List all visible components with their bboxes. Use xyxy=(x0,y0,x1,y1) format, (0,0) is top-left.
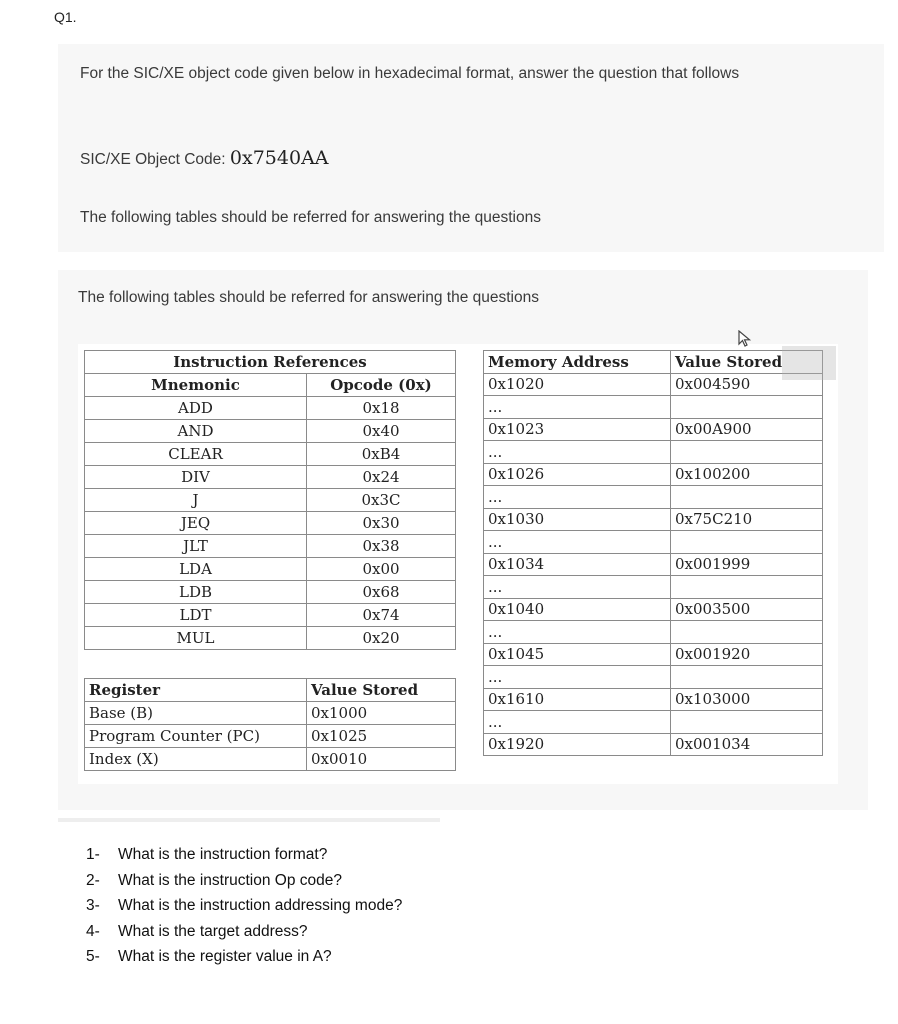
table-row xyxy=(484,373,823,396)
table-cell: 0x40 xyxy=(307,420,456,443)
question-item-text: What is the instruction addressing mode? xyxy=(118,897,403,914)
table-row xyxy=(484,598,823,621)
table-cell: ... xyxy=(484,531,671,554)
question-item-number: 3- xyxy=(86,897,100,914)
table-row xyxy=(85,489,456,512)
table-row xyxy=(85,725,456,748)
table-cell: 0x68 xyxy=(307,581,456,604)
table-cell: 0x1000 xyxy=(307,702,456,725)
table-cell: 0x1026 xyxy=(484,463,671,486)
cell-highlight xyxy=(782,346,836,380)
table-cell xyxy=(671,441,823,464)
table-cell: ... xyxy=(484,576,671,599)
table-row xyxy=(484,733,823,756)
table-cell: 0x1610 xyxy=(484,688,671,711)
table-cell: ... xyxy=(484,396,671,419)
question-list xyxy=(86,842,402,970)
table-row xyxy=(85,627,456,650)
table-cell: 0x38 xyxy=(307,535,456,558)
question-item-text: What is the register value in A? xyxy=(118,948,332,965)
column-header: Opcode (0x) xyxy=(307,374,456,397)
table-cell: LDB xyxy=(85,581,307,604)
question-item xyxy=(86,893,402,919)
table-cell: 0x1020 xyxy=(484,373,671,396)
register-table xyxy=(84,678,456,771)
table-row xyxy=(85,512,456,535)
table-cell xyxy=(671,711,823,734)
table-row xyxy=(484,463,823,486)
table-row xyxy=(484,666,823,689)
table-cell: ... xyxy=(484,486,671,509)
column-header: Value Stored xyxy=(671,351,823,374)
table-cell: 0x18 xyxy=(307,397,456,420)
table-row xyxy=(484,553,823,576)
table-row xyxy=(85,397,456,420)
table-cell: 0x00 xyxy=(307,558,456,581)
memory-table xyxy=(483,350,823,756)
table-cell xyxy=(671,621,823,644)
table-cell: Base (B) xyxy=(85,702,307,725)
intro-text: For the SIC/XE object code given below in hexadecimal format, answer the question that follows xyxy=(80,65,740,82)
table-header-row xyxy=(484,351,823,374)
table-cell: 0x001034 xyxy=(671,733,823,756)
table-row xyxy=(484,486,823,509)
table-cell: 0x100200 xyxy=(671,463,823,486)
table-row xyxy=(484,576,823,599)
table-row xyxy=(85,604,456,627)
table-title-row xyxy=(85,351,456,374)
table-cell: 0x103000 xyxy=(671,688,823,711)
table-row xyxy=(85,748,456,771)
question-number: Q1. xyxy=(54,9,77,25)
table-cell: ... xyxy=(484,711,671,734)
divider xyxy=(58,818,440,822)
column-header: Value Stored xyxy=(307,679,456,702)
table-cell: 0x00A900 xyxy=(671,418,823,441)
table-cell: 0x24 xyxy=(307,466,456,489)
table-row xyxy=(85,558,456,581)
table-row xyxy=(85,443,456,466)
column-header: Register xyxy=(85,679,307,702)
table-cell: 0x001920 xyxy=(671,643,823,666)
table-cell: JEQ xyxy=(85,512,307,535)
table-cell: 0x1034 xyxy=(484,553,671,576)
mouse-pointer-icon xyxy=(738,330,752,353)
table-row xyxy=(85,581,456,604)
table-cell: 0x20 xyxy=(307,627,456,650)
table-row xyxy=(484,418,823,441)
table-cell xyxy=(671,486,823,509)
table-cell xyxy=(671,666,823,689)
table-cell: Index (X) xyxy=(85,748,307,771)
table-row xyxy=(484,508,823,531)
question-item-text: What is the instruction format? xyxy=(118,846,328,863)
table-cell: ... xyxy=(484,441,671,464)
table-cell: LDA xyxy=(85,558,307,581)
refer-text-1: The following tables should be referred for answering the questions xyxy=(80,209,541,226)
table-cell: 0x74 xyxy=(307,604,456,627)
table-row xyxy=(484,621,823,644)
question-item xyxy=(86,944,402,970)
table-cell: Program Counter (PC) xyxy=(85,725,307,748)
table-cell: MUL xyxy=(85,627,307,650)
table-row xyxy=(484,441,823,464)
table-row xyxy=(85,702,456,725)
instruction-references-table xyxy=(84,350,456,650)
refer-text-2: The following tables should be referred for answering the questions xyxy=(78,289,539,306)
table-row xyxy=(484,396,823,419)
table-cell: DIV xyxy=(85,466,307,489)
table-header-row xyxy=(85,374,456,397)
column-header: Mnemonic xyxy=(85,374,307,397)
column-header: Memory Address xyxy=(484,351,671,374)
table-cell: ADD xyxy=(85,397,307,420)
table-row xyxy=(484,643,823,666)
question-item xyxy=(86,868,402,894)
table-cell xyxy=(671,531,823,554)
table-cell: 0x75C210 xyxy=(671,508,823,531)
table-cell: ... xyxy=(484,621,671,644)
question-item-number: 4- xyxy=(86,922,100,940)
question-item-number: 2- xyxy=(86,871,100,889)
table-cell: LDT xyxy=(85,604,307,627)
object-code-value: 0x7540AA xyxy=(229,147,329,169)
table-cell: 0x1045 xyxy=(484,643,671,666)
question-item xyxy=(86,842,402,868)
table-cell xyxy=(671,576,823,599)
table-cell: 0x1023 xyxy=(484,418,671,441)
question-item-text: What is the instruction Op code? xyxy=(118,871,343,889)
table-cell: 0xB4 xyxy=(307,443,456,466)
table-cell: 0x004590 xyxy=(671,373,823,396)
table-cell: 0x1040 xyxy=(484,598,671,621)
table-cell xyxy=(671,396,823,419)
table-row xyxy=(85,420,456,443)
table-cell: 0x1030 xyxy=(484,508,671,531)
table-header-row xyxy=(85,679,456,702)
table-cell: CLEAR xyxy=(85,443,307,466)
instruction-table-title: Instruction References xyxy=(85,351,456,374)
table-row xyxy=(85,535,456,558)
question-item-text: What is the target address? xyxy=(118,922,308,940)
object-code-line xyxy=(80,145,329,173)
table-cell: 0x001999 xyxy=(671,553,823,576)
table-cell: AND xyxy=(85,420,307,443)
table-row xyxy=(85,466,456,489)
table-cell: 0x1025 xyxy=(307,725,456,748)
table-row xyxy=(484,688,823,711)
question-item-number: 1- xyxy=(86,846,100,863)
question-item-number: 5- xyxy=(86,948,100,965)
table-row xyxy=(484,711,823,734)
table-cell: 0x1920 xyxy=(484,733,671,756)
table-row xyxy=(484,531,823,554)
table-cell: 0x0010 xyxy=(307,748,456,771)
table-cell: 0x30 xyxy=(307,512,456,535)
table-cell: J xyxy=(85,489,307,512)
question-item xyxy=(86,919,402,945)
object-code-label: SIC/XE Object Code: xyxy=(80,151,226,168)
table-cell: 0x3C xyxy=(307,489,456,512)
table-cell: JLT xyxy=(85,535,307,558)
table-cell: 0x003500 xyxy=(671,598,823,621)
table-cell: ... xyxy=(484,666,671,689)
